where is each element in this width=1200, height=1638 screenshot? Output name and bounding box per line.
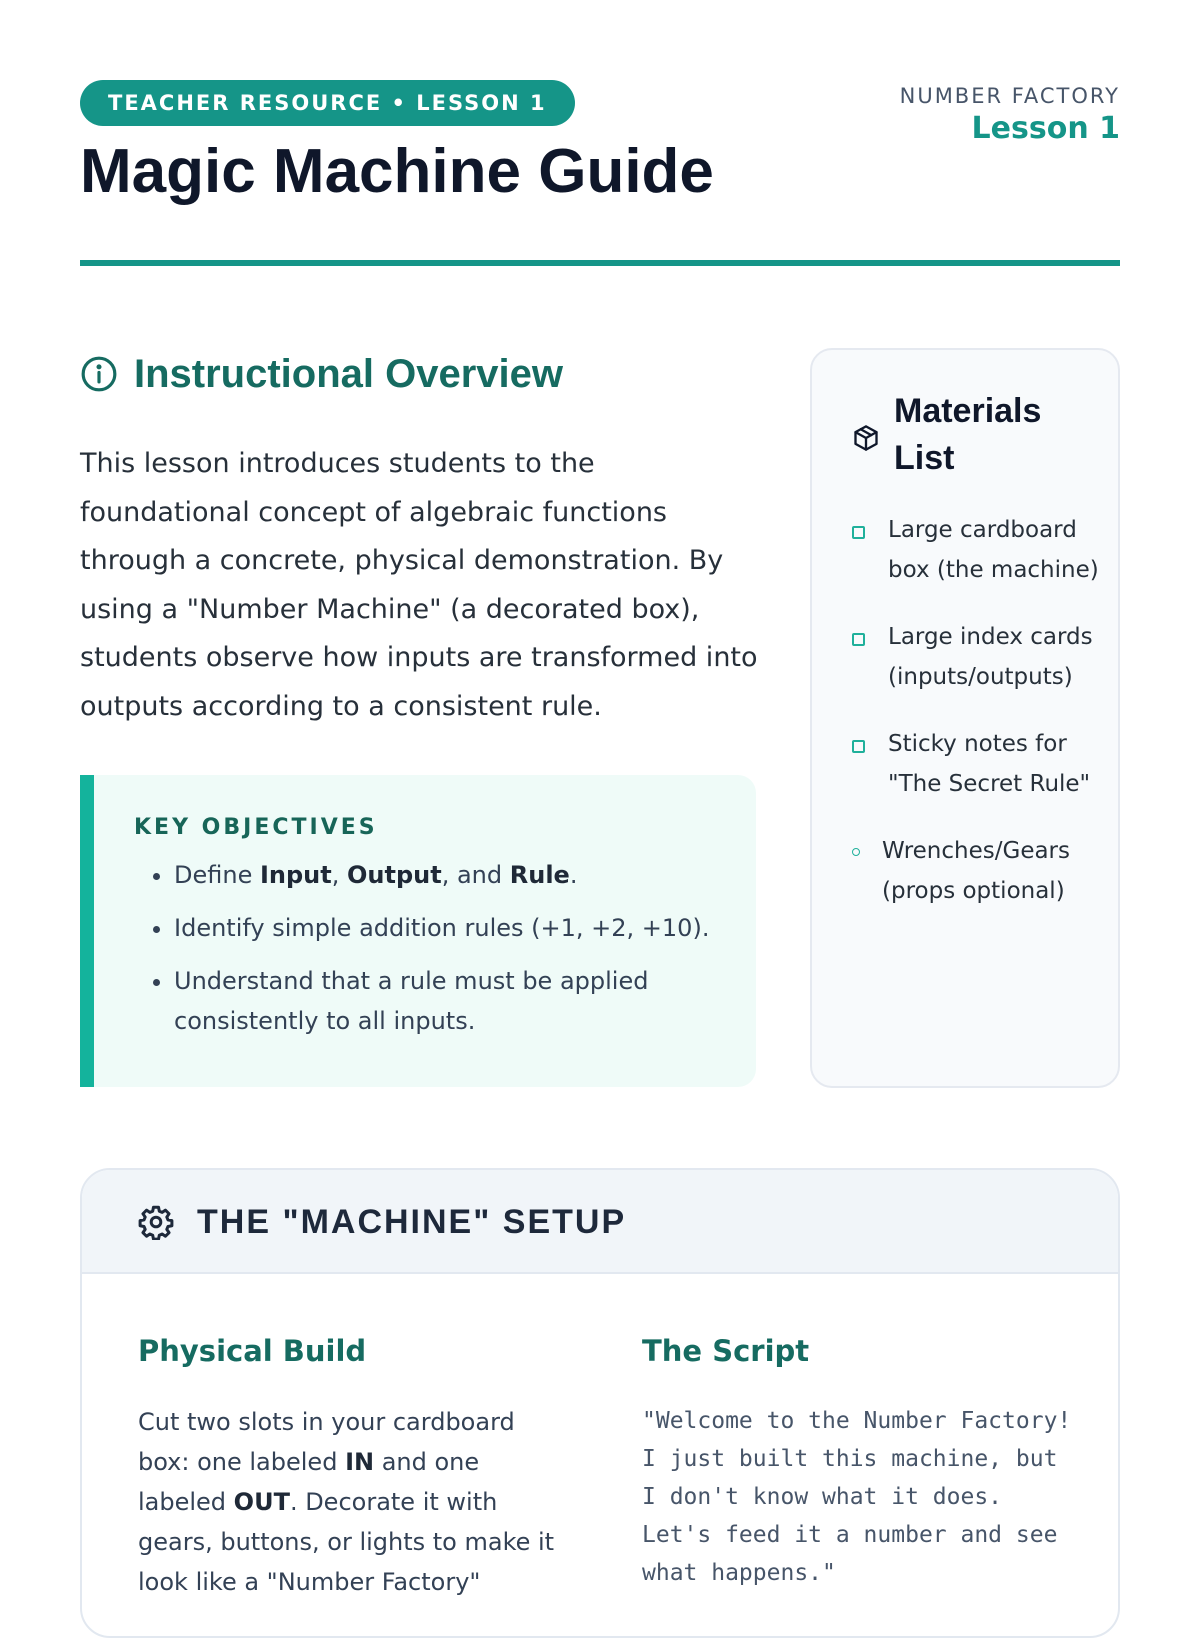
page-title: Magic Machine Guide [80, 137, 714, 206]
script-text: "Welcome to the Number Factory! I just built this machine, but I don't know what it does. Let's feed it a number and see what happens." [642, 1408, 1072, 1586]
resource-badge: TEACHER RESOURCE • LESSON 1 [80, 80, 575, 126]
gear-icon [138, 1204, 174, 1240]
materials-title: Materials List [894, 392, 1042, 477]
materials-card [810, 348, 1120, 1088]
physical-build-heading: Physical Build [138, 1334, 367, 1368]
overview-text: This lesson introduces students to the foundational concept of algebraic functions through a concrete, physical demonstration. By using a "Number Machine" (a decorated box), students observe how inputs are transformed into outputs according to a consistent rule. [80, 448, 758, 722]
overview-heading [80, 348, 563, 400]
objectives-list [134, 855, 734, 1054]
objective-item: • Understand that a rule must be applied consistently to all inputs. [174, 961, 734, 1041]
package-icon [852, 424, 880, 452]
brand-lesson: Lesson 1 [971, 111, 1120, 146]
brand-block [900, 80, 1120, 146]
materials-list [852, 510, 1100, 938]
brand-name: NUMBER FACTORY [899, 84, 1120, 108]
material-item: Large cardboard box (the machine) [852, 510, 1100, 590]
physical-build-text: Cut two slots in your cardboard box: one labeled IN and one labeled OUT. Decorate it with gears, buttons, or lights to make it look like a "Number Factory" [138, 1408, 555, 1596]
material-item: Sticky notes for "The Secret Rule" [852, 724, 1100, 804]
setup-title: THE "MACHINE" SETUP [197, 1203, 627, 1241]
header-divider [80, 260, 1120, 266]
script-heading: The Script [642, 1334, 810, 1368]
machine-setup-card [80, 1168, 1120, 1638]
material-item: Large index cards (inputs/outputs) [852, 617, 1100, 697]
material-item: Wrenches/Gears (props optional) [852, 831, 1100, 911]
key-objectives-box [80, 775, 756, 1087]
objective-item: • Define Input, Output, and Rule. [174, 855, 734, 895]
info-icon [80, 355, 118, 393]
setup-header [82, 1170, 1118, 1274]
objective-item: • Identify simple addition rules (+1, +2, +10). [174, 908, 734, 948]
objectives-title: KEY OBJECTIVES [134, 815, 378, 840]
overview-title: Instructional Overview [134, 351, 564, 396]
